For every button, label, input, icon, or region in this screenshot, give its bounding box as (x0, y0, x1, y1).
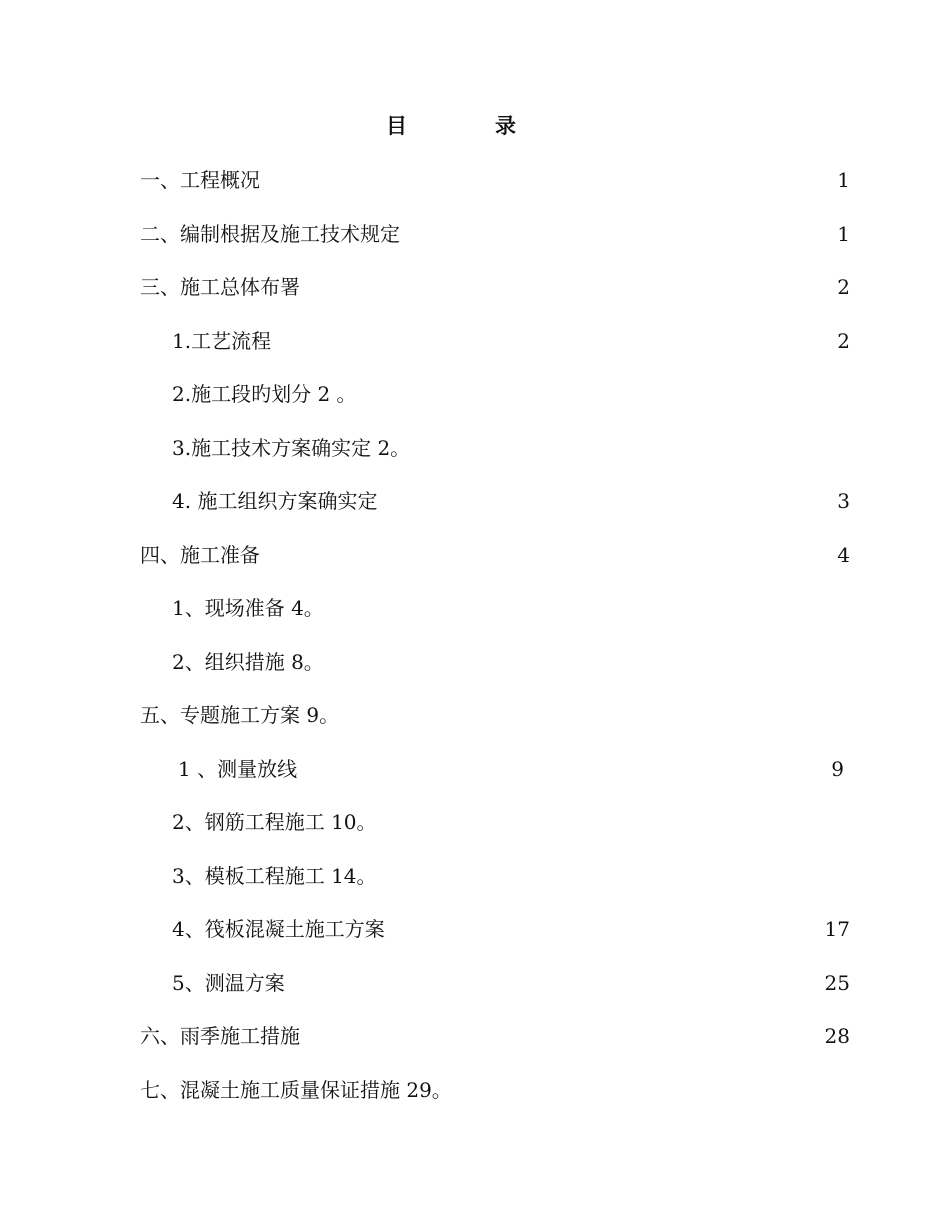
toc-entry-page: 1 (837, 221, 850, 246)
toc-entry-3-2[interactable] (0, 380, 950, 434)
toc-entry-text: 1.工艺流程 (172, 328, 272, 353)
toc-entry-3[interactable] (0, 273, 950, 327)
toc-entry-5-3[interactable] (0, 862, 950, 916)
toc-entry-page: 17 (824, 917, 850, 941)
toc-entry-text: 4、筏板混凝土施工方案 (172, 917, 385, 941)
toc-entry-page: 28 (824, 1024, 850, 1048)
toc-entry-7[interactable] (0, 1076, 950, 1130)
toc-entry-page: 25 (824, 970, 850, 995)
toc-entry-text: 4. 施工组织方案确实定 (172, 489, 378, 513)
toc-entry-text: 3.施工技术方案确实定 2。 (172, 435, 411, 460)
toc-entry-text: 1 、测量放线 (178, 756, 298, 781)
toc-entry-page: 1 (837, 168, 850, 192)
toc-list (0, 166, 950, 1129)
toc-entry-page: 9 (831, 756, 844, 781)
toc-entry-text: 一、工程概况 (140, 168, 260, 192)
toc-entry-2[interactable] (0, 220, 950, 274)
toc-entry-text: 1、现场准备 4。 (172, 596, 324, 620)
toc-entry-text: 五、专题施工方案 9。 (140, 703, 340, 727)
toc-title: 目录 (386, 113, 604, 138)
toc-entry-5-4[interactable] (0, 915, 950, 969)
toc-entry-5-2[interactable] (0, 808, 950, 862)
toc-entry-4-1[interactable] (0, 594, 950, 648)
toc-entry-3-1[interactable] (0, 327, 950, 381)
toc-entry-text: 5、测温方案 (172, 970, 285, 995)
toc-entry-text: 四、施工准备 (140, 542, 260, 567)
toc-entry-6[interactable] (0, 1022, 950, 1076)
toc-entry-text: 七、混凝土施工质量保证措施 29。 (140, 1077, 452, 1102)
toc-entry-5-5[interactable] (0, 969, 950, 1023)
toc-entry-page: 2 (837, 328, 850, 353)
toc-entry-page: 2 (837, 275, 850, 299)
toc-entry-5[interactable] (0, 701, 950, 755)
toc-entry-5-1[interactable] (0, 755, 950, 809)
toc-entry-4[interactable] (0, 541, 950, 595)
toc-entry-text: 三、施工总体布署 (140, 275, 300, 299)
toc-entry-3-4[interactable] (0, 487, 950, 541)
toc-entry-page: 3 (837, 489, 850, 513)
toc-entry-text: 2、组织措施 8。 (172, 649, 324, 674)
toc-entry-page: 4 (837, 542, 850, 567)
toc-entry-text: 3、模板工程施工 14。 (172, 863, 377, 888)
toc-entry-text: 六、雨季施工措施 (140, 1024, 300, 1048)
toc-entry-4-2[interactable] (0, 648, 950, 702)
toc-entry-text: 2.施工段旳划分 2 。 (172, 382, 357, 406)
toc-entry-3-3[interactable] (0, 434, 950, 488)
toc-entry-text: 二、编制根据及施工技术规定 (140, 221, 400, 246)
toc-entry-text: 2、钢筋工程施工 10。 (172, 810, 377, 834)
toc-entry-1[interactable] (0, 166, 950, 220)
